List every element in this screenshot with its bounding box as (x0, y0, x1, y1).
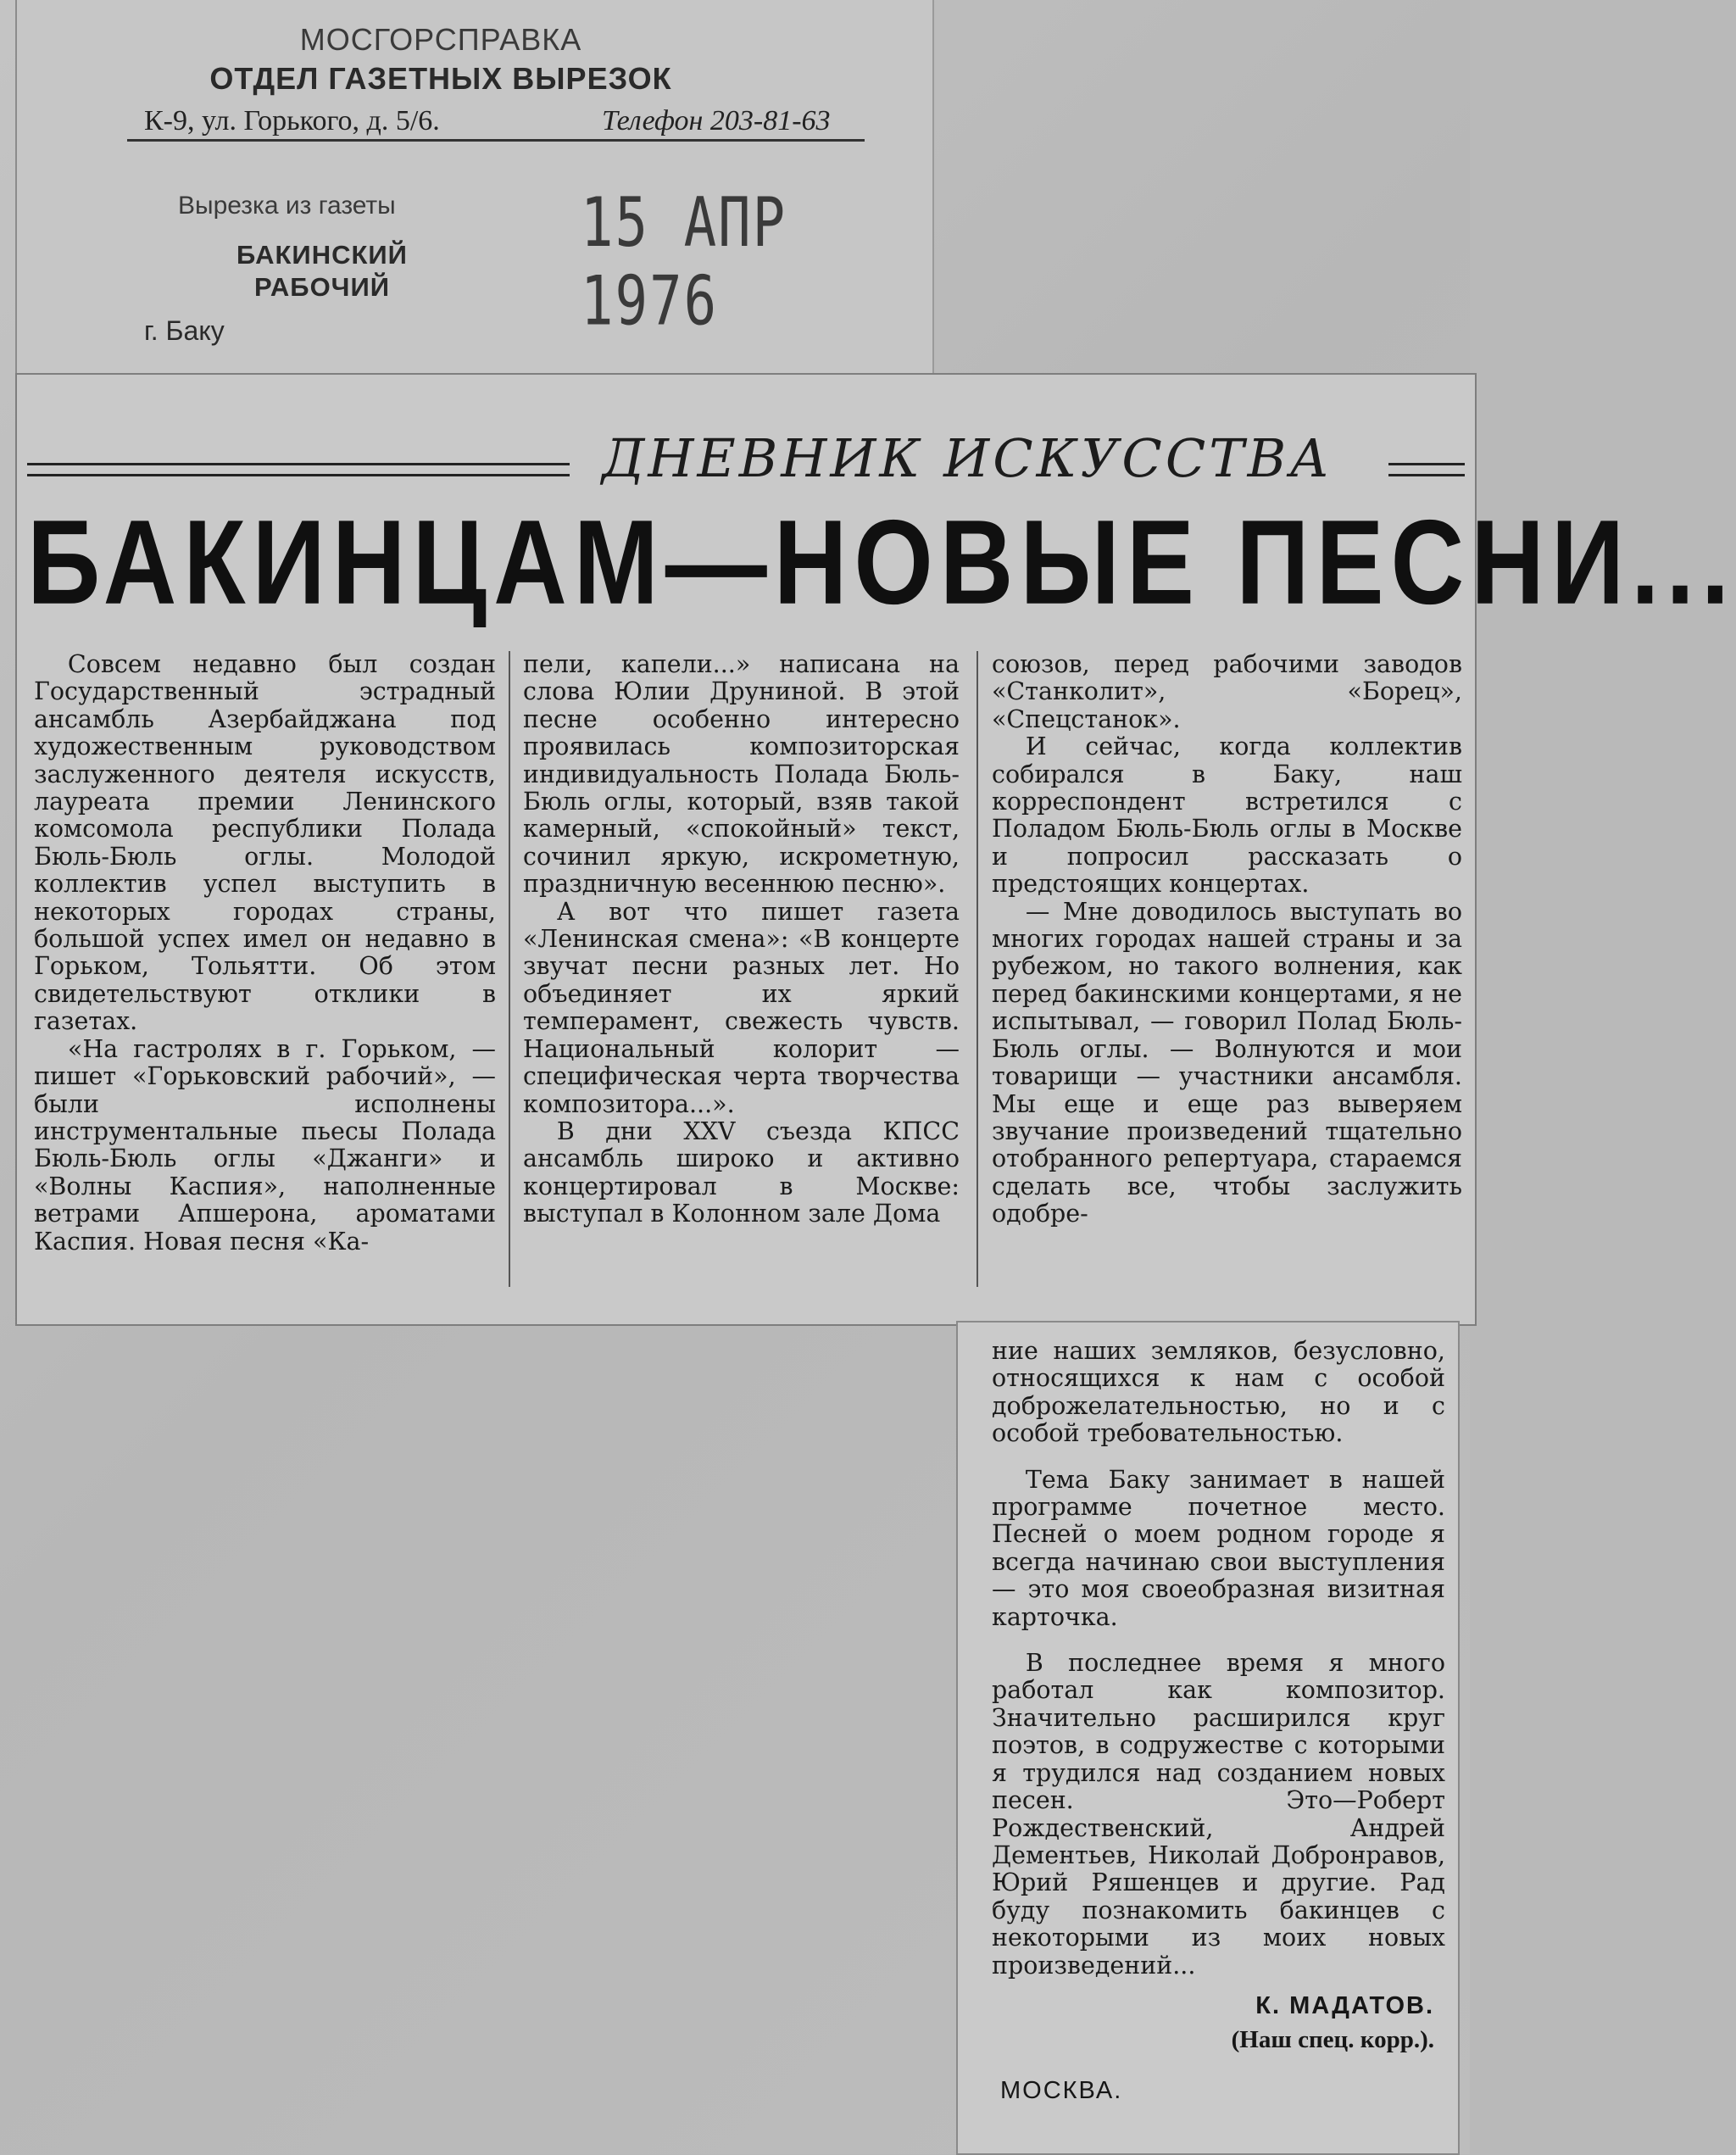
article-column-3 (992, 651, 1462, 1228)
paragraph: «На гастролях в г. Горьком, — пишет «Горьковский рабочий», — были исполнены инструментальные пьесы Полада Бюль-Бюль оглы «Джанги» и «Волны Каспия», наполненные ветрами Апшерона, ароматами Каспия. Новая песня «Ка- (34, 1034, 496, 1256)
dateline-city: МОСКВА. (1000, 2077, 1123, 2104)
date-stamp: 15 АПР 1976 (581, 184, 787, 342)
clipping-label: Вырезка из газеты (178, 192, 396, 220)
rubric-row (17, 427, 1472, 489)
column-divider (976, 651, 978, 1287)
continuation-column (992, 1338, 1445, 1998)
paragraph: В дни XXV съезда КПСС ансамбль широко и активно концертировал в Москве: выступал в Колонном зале Дома (523, 1116, 960, 1228)
paragraph: — Мне доводилось выступать во многих городах нашей страны и за рубежом, но такого волнения, как перед бакинскими концертами, я не испытывал, — говорил Полад Бюль-Бюль оглы. — Волнуются и мои товарищи — участники ансамбля. Мы еще и еще раз выверяем звучание произведений тщательно отобранного репертуара, стараемся сделать все, чтобы заслужить одобре- (992, 897, 1462, 1228)
article-column-2 (523, 651, 960, 1228)
address-text: К-9, ул. Горького, д. 5/6. (144, 105, 440, 136)
newspaper-name-line1: БАКИНСКИЙ (236, 240, 408, 270)
paragraph: Совсем недавно был создан Государственный эстрадный ансамбль Азербайджана под художественным руководством заслуженного деятеля искусств, лауреата премии Ленинского комсомола республики Полада Бюль-Бюль оглы. Молодой коллектив успел выступить в некоторых городах страны, большой успех имел он недавно в Горьком, Тольятти. Об этом свидетельствуют отклики в газетах. (34, 650, 496, 1036)
column-divider (509, 651, 510, 1287)
newspaper-city: г. Баку (144, 315, 225, 346)
newspaper-name (186, 239, 458, 303)
paragraph: ние наших земляков, безусловно, относящихся к нам с особой доброжелательностью, но и с особой требовательностью. (992, 1337, 1445, 1448)
paragraph: В последнее время я много работал как композитор. Значительно расширился круг поэтов, в содружестве с которыми я трудился над созданием новых песен. Это—Роберт Рождественский, Андрей Дементьев, Николай Добронравов, Юрий Ряшенцев и другие. Рад буду познакомить бакинцев с некоторыми из моих новых произведений... (992, 1649, 1445, 1980)
article-clipping (15, 373, 1736, 1326)
agency-name: МОСГОРСПРАВКА (299, 22, 582, 57)
author-name: К. МАДАТОВ. (1255, 1992, 1434, 2019)
paragraph: А вот что пишет газета «Ленинская смена»: «В концерте звучат песни разных лет. Но объединяет их яркий темперамент, свежесть чувств. Национальный колорит — специфическая черта творчества композитора...». (523, 897, 960, 1118)
paragraph: И сейчас, когда коллектив собирался в Баку, наш корреспондент встретился с Поладом Бюль-Бюль оглы в Москве и попросил рассказать о предстоящих концертах. (992, 732, 1462, 899)
rubric-title: ДНЕВНИК ИСКУССТВА (602, 427, 1333, 489)
rubric-rule-right (1388, 463, 1465, 476)
author-role: (Наш спец. корр.). (1231, 2026, 1434, 2053)
article-headline: БАКИНЦАМ—НОВЫЕ ПЕСНИ... (27, 495, 1736, 630)
paragraph: Тема Баку занимает в нашей программе почетное место. Песней о моем родном городе я всегда начинаю свои выступления — это моя своеобразная визитная карточка. (992, 1465, 1445, 1631)
paragraph: пели, капели...» написана на слова Юлии Друниной. В этой песне особенно интересно проявилась композиторская индивидуальность Полада Бюль-Бюль оглы, который, взяв такой камерный, «спокойный» текст, сочинил яркую, искрометную, праздничную весеннюю песню». (523, 650, 960, 899)
byline (1232, 1989, 1434, 2057)
article-continuation (956, 1321, 1460, 2155)
department-name: ОТДЕЛ ГАЗЕТНЫХ ВЫРЕЗОК (209, 61, 672, 96)
address-line (127, 102, 865, 142)
clipping-service-stamp (15, 0, 934, 373)
article-column-1 (34, 651, 496, 1256)
paragraph: союзов, перед рабочими заводов «Станколит», «Борец», «Спецстанок». (992, 650, 1462, 733)
newspaper-name-line2: РАБОЧИЙ (253, 272, 391, 302)
phone-text: Телефон 203-81-63 (602, 105, 831, 136)
rubric-rule-left (27, 463, 570, 476)
